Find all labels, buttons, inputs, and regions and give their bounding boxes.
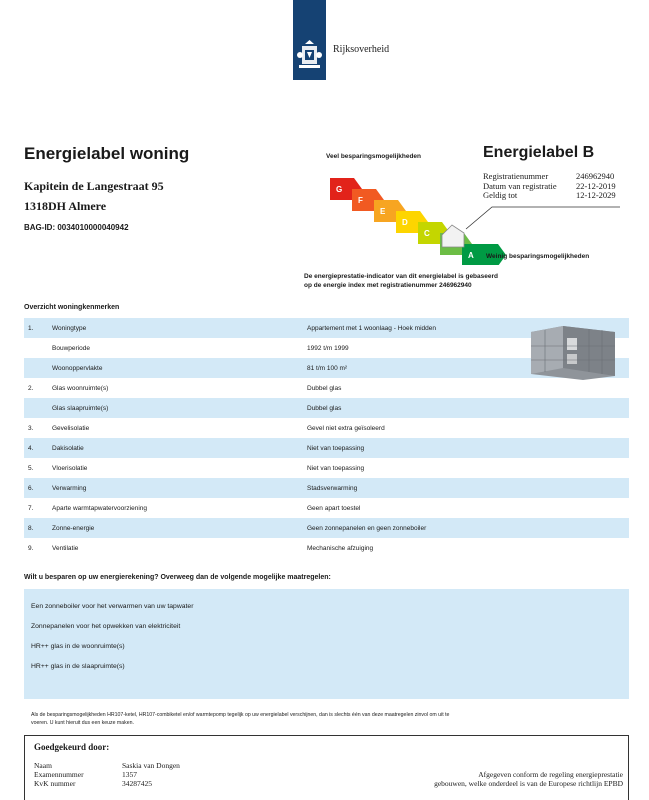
- table-row: [24, 438, 629, 458]
- bag-id: BAG-ID: 0034010000040942: [24, 223, 129, 232]
- approval-row: [34, 770, 180, 779]
- row-label: Woonoppervlakte: [52, 364, 103, 372]
- table-row: [24, 478, 629, 498]
- registration-row: [483, 191, 636, 201]
- approval-title: Goedgekeurd door:: [34, 742, 110, 752]
- measure-item: Zonnepanelen voor het opwekken van elektriciteit: [31, 623, 181, 630]
- row-number: 5.: [28, 464, 34, 472]
- statement-line: Afgegeven conform de regeling energieprestatie: [478, 770, 623, 779]
- indicator-note: [304, 272, 604, 290]
- page-title: Energielabel woning: [24, 144, 190, 163]
- approval-value: 1357: [122, 770, 137, 779]
- indicator-note-line: De energieprestatie-indicator van dit energielabel is gebaseerd: [304, 273, 498, 280]
- row-number: 9.: [28, 544, 34, 552]
- row-value: Stadsverwarming: [307, 484, 358, 492]
- organisation-name: Rijksoverheid: [333, 44, 390, 55]
- row-value: Appartement met 1 woonlaag - Hoek midden: [307, 324, 436, 332]
- registration-value: 22-12-2019: [576, 180, 616, 191]
- row-value: Gevel niet extra geïsoleerd: [307, 424, 385, 432]
- address-street: Kapitein de Langestraat 95: [24, 179, 164, 193]
- disclaimer-line: voeren. U kunt hieruit dus een keuze maken.: [31, 720, 134, 726]
- energy-class-letter: G: [336, 185, 343, 194]
- row-value: Dubbel glas: [307, 404, 342, 412]
- row-number: 6.: [28, 484, 34, 492]
- address-postcode-city: 1318DH Almere: [24, 199, 107, 213]
- row-value: Geen zonnepanelen en geen zonneboiler: [307, 524, 427, 532]
- row-label: Vloerisolatie: [52, 464, 88, 472]
- table-row: [24, 518, 629, 538]
- approval-key: Examennummer: [34, 770, 84, 779]
- row-number: 3.: [28, 424, 34, 432]
- row-number: 7.: [28, 504, 34, 512]
- table-row: [24, 398, 629, 418]
- row-label: Ventilatie: [52, 544, 79, 552]
- registration-value: 12-12-2029: [576, 190, 616, 200]
- row-number: 4.: [28, 444, 34, 452]
- coat-of-arms-icon: [296, 38, 323, 74]
- measures-list: [24, 589, 629, 699]
- disclaimer-line: Als de besparingsmogelijkheden HR107-ketel, HR107-combiketel en/of warmtepomp tegelijk op uw energielabel verschijnen, dan is slechts één van deze maatregelen zinvol om uit te: [31, 712, 450, 718]
- disclaimer: [31, 711, 621, 727]
- energy-class-letter: E: [380, 207, 386, 216]
- row-label: Verwarming: [52, 484, 87, 492]
- row-label: Aparte warmtapwatervoorziening: [52, 504, 148, 512]
- registration-key: Datum van registratie: [483, 180, 557, 191]
- table-row: [24, 378, 629, 398]
- chart-caption-bottom: Weinig besparingsmogelijkheden: [486, 253, 590, 260]
- row-number: 8.: [28, 524, 34, 532]
- measures-title: Wilt u besparen op uw energierekening? Overweeg dan de volgende mogelijke maatregelen:: [24, 574, 331, 581]
- indicator-note-line: op de energie index met registratienummer 246962940: [304, 282, 472, 289]
- approval-value: Saskia van Dongen: [122, 761, 180, 770]
- row-number: 1.: [28, 324, 34, 332]
- row-number: 2.: [28, 384, 34, 392]
- registration-table: [483, 172, 636, 201]
- row-value: Niet van toepassing: [307, 464, 365, 472]
- measure-item: Een zonneboiler voor het verwarmen van uw tapwater: [31, 603, 194, 610]
- table-row: [24, 498, 629, 518]
- energy-label-heading: Energielabel B: [483, 144, 595, 161]
- row-label: Gevelisolatie: [52, 424, 90, 432]
- characteristics-title: Overzicht woningkenmerken: [24, 304, 120, 311]
- chart-caption-top: Veel besparingsmogelijkheden: [326, 153, 422, 160]
- measure-item: HR++ glas in de slaapruimte(s): [31, 663, 125, 670]
- table-row: [24, 538, 629, 558]
- measure-item: HR++ glas in de woonruimte(s): [31, 643, 125, 650]
- approval-key: Naam: [34, 761, 52, 770]
- label-pointer-line: [466, 207, 620, 229]
- row-label: Zonne-energie: [52, 524, 95, 532]
- energy-label-scale: [320, 150, 620, 265]
- row-label: Dakisolatie: [52, 444, 84, 452]
- row-label: Woningtype: [52, 324, 87, 332]
- approval-details: [34, 761, 180, 788]
- row-value: Mechanische afzuiging: [307, 544, 374, 552]
- statement-line: gebouwen, welke onderdeel is van de Europese richtlijn EPBD: [434, 779, 623, 788]
- energy-class-letter: F: [358, 196, 363, 205]
- row-value: Dubbel glas: [307, 384, 342, 392]
- table-row: [24, 458, 629, 478]
- approval-row: [34, 779, 180, 788]
- registration-value: 246962940: [576, 171, 615, 181]
- energy-class-letter: D: [402, 218, 408, 227]
- approval-statement: [434, 770, 623, 788]
- row-value: 81 t/m 100 m²: [307, 364, 348, 372]
- row-label: Glas slaapruimte(s): [52, 404, 109, 412]
- row-value: 1992 t/m 1999: [307, 344, 349, 352]
- logo-bar: [293, 0, 326, 80]
- registration-key: Geldig tot: [483, 190, 518, 200]
- registration-key: Registratienummer: [483, 171, 549, 181]
- energy-class-letter: A: [468, 251, 474, 260]
- approval-box: [24, 735, 629, 800]
- approval-value: 34287425: [122, 779, 152, 788]
- energy-class-letter: C: [424, 229, 430, 238]
- approval-key: KvK nummer: [34, 779, 76, 788]
- row-value: Niet van toepassing: [307, 444, 365, 452]
- table-row: [24, 418, 629, 438]
- approval-row: [34, 761, 180, 770]
- row-value: Geen apart toestel: [307, 504, 361, 512]
- house-illustration: [523, 322, 619, 380]
- row-label: Bouwperiode: [52, 344, 90, 352]
- row-label: Glas woonruimte(s): [52, 384, 109, 392]
